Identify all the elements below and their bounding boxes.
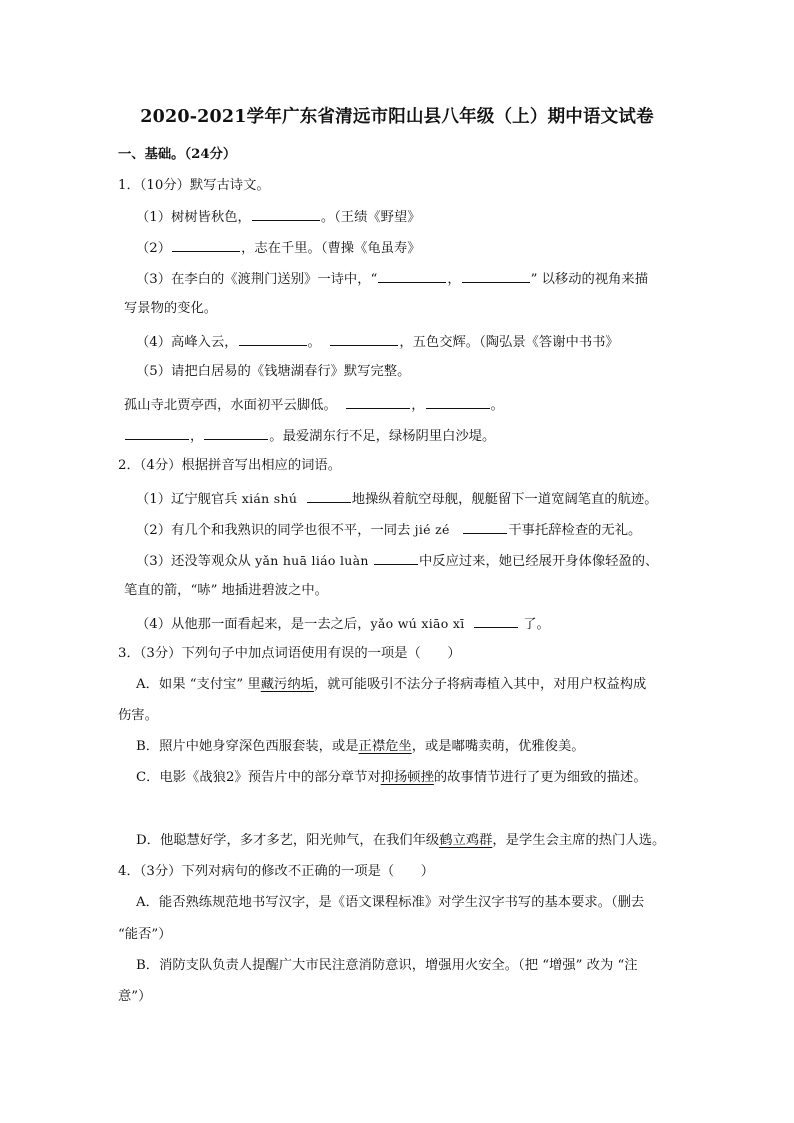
q2-item-2-text-a: （2）有几个和我熟识的同学也很不平，一同去	[136, 523, 411, 538]
q1-item-5-line1-text: 孤山寺北贾亭西，水面初平云脚低。	[124, 398, 337, 413]
q4-option-a[interactable]: A．能否熟练规范地书写汉字，是《语文课程标准》对学生汉字书写的基本要求。（删去	[136, 895, 645, 910]
q2-item-4-text-b: 了。	[523, 617, 550, 632]
q1-item-4-text-a: （4）高峰入云，	[136, 335, 238, 350]
q1-item-5-line2	[124, 425, 694, 447]
dotted-word: 抑扬顿挫	[380, 770, 434, 785]
pinyin: xián shú	[241, 491, 298, 506]
q3-option-d-text-a: D．他聪慧好学，多才多艺，阳光帅气，在我们年级	[136, 833, 440, 848]
q2-item-3-text-a: （3）还没等观众从	[136, 554, 251, 569]
q2-item-4	[136, 613, 706, 635]
q1-item-4-text-c: ，五色交辉。（陶弘景《答谢中书书》	[399, 335, 619, 350]
answer-blank[interactable]	[346, 394, 410, 409]
q1-item-3-text-b: ，	[447, 272, 461, 287]
q3-option-c-text-a: C．电影《战狼2》预告片中的部分章节对	[136, 770, 381, 785]
section-heading: 一、基础。（24分）	[118, 147, 237, 162]
q3-option-a[interactable]	[136, 675, 706, 695]
q3-option-a-cont: 伤害。	[118, 708, 158, 723]
q3-option-d[interactable]	[136, 831, 706, 851]
q3-stem: 3．（3分）下列句子中加点词语使用有误的一项是（ ）	[118, 646, 461, 661]
q1-item-5-line2-text: 。最爱湖东行不足，绿杨阴里白沙堤。	[269, 429, 496, 444]
answer-blank[interactable]	[378, 268, 446, 283]
q1-item-2	[136, 237, 706, 259]
q3-option-a-text-b: ，就可能吸引不法分子将病毒植入其中，对用户权益构成	[313, 677, 647, 692]
answer-blank[interactable]	[172, 237, 240, 252]
q1-item-1	[136, 206, 706, 228]
q1-item-3-text-a: （3）在李白的《渡荆门送别》一诗中，“	[136, 272, 378, 287]
q2-item-2	[136, 519, 706, 541]
q3-option-b-text-b: ，或是嘟嘴卖萌，优雅俊美。	[411, 739, 585, 754]
pinyin: yǎn huā liáo luàn	[255, 553, 369, 568]
q3-option-c[interactable]	[136, 768, 706, 788]
dotted-word: 鹤立鸡群	[439, 833, 493, 848]
answer-blank[interactable]	[125, 425, 189, 440]
q1-item-5-line1	[124, 394, 694, 416]
pinyin: jié zé	[414, 522, 450, 537]
q1-item-3-text-c: ” 以移动的视角来描	[530, 272, 649, 287]
q1-item-5-line2-comma: ，	[190, 429, 204, 444]
q1-item-2-text-b: ，志在千里。（曹操《龟虽寿》	[241, 241, 421, 256]
q4-option-a-cont: “能否”）	[118, 927, 172, 942]
answer-blank[interactable]	[474, 613, 518, 628]
q2-item-3	[136, 550, 706, 572]
q1-item-3-cont: 写景物的变化。	[124, 301, 218, 316]
q2-item-1-text-b: 地操纵着航空母舰，舰艇留下一道宽阔笔直的航迹。	[351, 492, 658, 507]
answer-blank[interactable]	[462, 268, 530, 283]
q4-stem: 4．（3分）下列对病句的修改不正确的一项是（ ）	[118, 864, 435, 879]
q2-item-2-text-b: 干事托辞检查的无礼。	[508, 523, 642, 538]
q3-option-a-text-a: A．如果 “支付宝” 里	[136, 677, 261, 692]
q2-stem: 2．（4分）根据拼音写出相应的词语。	[118, 458, 342, 473]
q1-item-1-text-b: 。（王绩《野望》	[320, 210, 421, 225]
q4-option-b-cont: 意”）	[118, 989, 152, 1004]
q1-item-4-text-b: 。	[307, 335, 321, 350]
q3-option-b-text-a: B．照片中她身穿深色西服套装，或是	[136, 739, 359, 754]
answer-blank[interactable]	[374, 550, 418, 565]
q3-option-b[interactable]	[136, 737, 706, 757]
q1-stem: 1．（10分）默写古诗文。	[118, 178, 270, 193]
q4-option-b[interactable]: B．消防支队负责人提醒广大市民注意消防意识，增强用火安全。（把 “增强” 改为 “注	[136, 958, 638, 973]
q1-item-4	[136, 331, 706, 353]
q1-item-1-text-a: （1）树树皆秋色，	[136, 210, 251, 225]
pinyin: yǎo wú xiāo xī	[370, 616, 465, 631]
q2-item-1-text-a: （1）辽宁舰官兵	[136, 492, 238, 507]
dotted-word: 正襟危坐	[358, 739, 412, 754]
q2-item-1	[136, 488, 706, 510]
answer-blank[interactable]	[426, 394, 490, 409]
answer-blank[interactable]	[307, 488, 351, 503]
dotted-word: 藏污纳垢	[260, 677, 314, 692]
answer-blank[interactable]	[204, 425, 268, 440]
q3-option-c-text-b: 的故事情节进行了更为细致的描述。	[433, 770, 647, 785]
q1-item-5-line1-period: 。	[490, 398, 504, 413]
q1-item-5-line1-comma: ，	[411, 398, 425, 413]
answer-blank[interactable]	[463, 519, 507, 534]
q2-item-4-text-a: （4）从他那一面看起来，是一去之后，	[136, 617, 371, 632]
q3-option-d-text-b: ，是学生会主席的热门人选。	[492, 833, 666, 848]
q1-item-5: （5）请把白居易的《钱塘湖春行》默写完整。	[136, 364, 411, 379]
q1-item-2-text-a: （2）	[136, 241, 172, 256]
q2-item-3-text-b: 中反应过来，她已经展开身体像轻盈的、	[418, 554, 659, 569]
answer-blank[interactable]	[239, 331, 307, 346]
exam-title: 2020-2021学年广东省清远市阳山县八年级（上）期中语文试卷	[140, 107, 654, 127]
answer-blank[interactable]	[330, 331, 398, 346]
answer-blank[interactable]	[252, 206, 320, 221]
q1-item-3	[136, 268, 706, 290]
q2-item-3-cont: 笔直的箭，“哧” 地插进碧波之中。	[124, 583, 328, 598]
